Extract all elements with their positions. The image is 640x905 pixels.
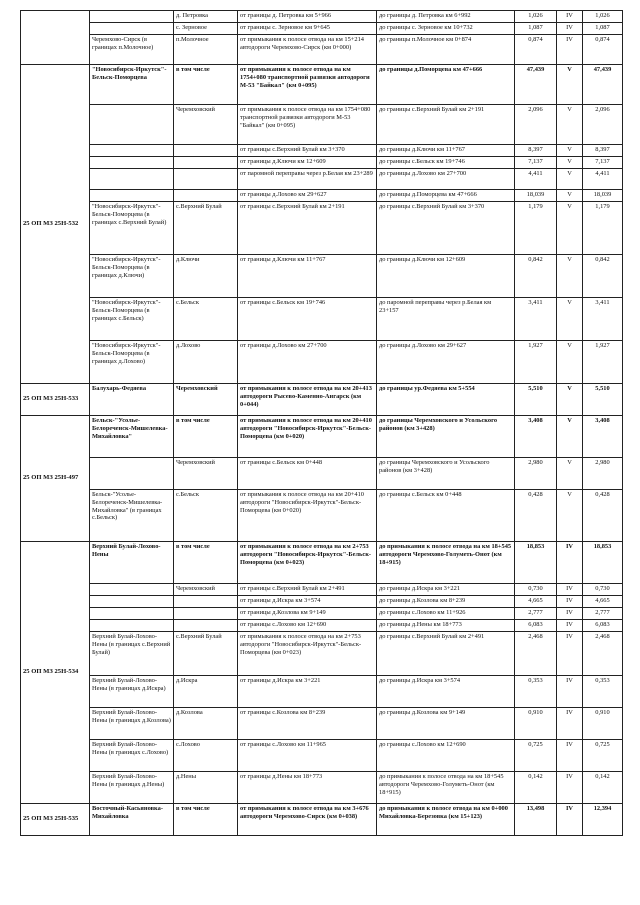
road-name-cell (90, 11, 174, 23)
total-length-cell: 7,137 (583, 157, 623, 169)
location-cell: в том числе (174, 65, 238, 105)
road-name-cell (90, 596, 174, 608)
segment-start-cell: от границы д.Лохово км 27+700 (238, 341, 377, 384)
road-name-cell (90, 458, 174, 490)
segment-start-cell: от границы с.Бельск км 0+448 (238, 458, 377, 490)
segment-start-cell: от границы с.Верхний Булай км 3+370 (238, 145, 377, 157)
segment-start-cell: от границы с.Бельск км 19+746 (238, 298, 377, 341)
category-cell: V (557, 255, 583, 298)
table-row (21, 169, 623, 190)
table-row (21, 202, 623, 255)
location-cell: с.Верхний Булай (174, 202, 238, 255)
table-row (21, 490, 623, 542)
location-cell: Черемховский (174, 458, 238, 490)
segment-end-cell: до примыкания к полосе отвода на км 0+000 Михайловка-Березовка (км 15+123) (377, 804, 515, 836)
table-body (21, 11, 623, 836)
road-id-cell: 25 ОП МЗ 25Н-533 (21, 384, 90, 416)
road-name-cell: Балухарь-Федяева (90, 384, 174, 416)
total-length-cell: 2,468 (583, 632, 623, 676)
segment-start-cell: от примыкания к полосе отвода на км 2+753 автодороги "Новосибирск-Иркутск"-Бельск-Поморцева (км 0+023) (238, 632, 377, 676)
total-length-cell: 4,411 (583, 169, 623, 190)
segment-start-cell: от границы с.Лохово км 11+965 (238, 740, 377, 772)
segment-start-cell: от границы д.Искра км 3+221 (238, 676, 377, 708)
length-cell: 0,730 (515, 584, 557, 596)
segment-end-cell: до границы д.Козлова км 8+239 (377, 596, 515, 608)
segment-end-cell: до границы д.Искра км 3+221 (377, 584, 515, 596)
category-cell: IV (557, 632, 583, 676)
segment-end-cell: до границы д. Петровка км 6+992 (377, 11, 515, 23)
category-cell: IV (557, 596, 583, 608)
total-length-cell: 0,730 (583, 584, 623, 596)
length-cell: 2,777 (515, 608, 557, 620)
total-length-cell: 47,439 (583, 65, 623, 105)
road-name-cell (90, 23, 174, 35)
total-length-cell: 6,083 (583, 620, 623, 632)
road-name-cell: "Новосибирск-Иркутск"-Бельск-Поморцева (в границах с.Бельск) (90, 298, 174, 341)
table-row (21, 157, 623, 169)
category-cell: IV (557, 620, 583, 632)
location-cell (174, 596, 238, 608)
location-cell: в том числе (174, 542, 238, 584)
road-name-cell (90, 169, 174, 190)
road-id-cell: 25 ОП МЗ 25Н-535 (21, 804, 90, 836)
table-row (21, 676, 623, 708)
category-cell: V (557, 384, 583, 416)
total-length-cell: 1,179 (583, 202, 623, 255)
total-length-cell: 8,397 (583, 145, 623, 157)
segment-end-cell: до границы д.Лохово км 27+700 (377, 169, 515, 190)
segment-end-cell: до границы с.Верхний Булай км 2+491 (377, 632, 515, 676)
segment-end-cell: до границы с.Бельск км 0+448 (377, 490, 515, 542)
category-cell: IV (557, 708, 583, 740)
category-cell: V (557, 105, 583, 145)
segment-start-cell: от границы д.Козлова км 9+149 (238, 608, 377, 620)
road-name-cell: "Новосибирск-Иркутск"-Бельск-Поморцева (90, 65, 174, 105)
category-cell: IV (557, 542, 583, 584)
length-cell: 13,498 (515, 804, 557, 836)
segment-start-cell: от примыкания к полосе отвода на км 20+410 автодороги "Новосибирск-Иркутск"-Бельск-Поморцева (км 0+020) (238, 490, 377, 542)
road-name-cell: Восточный-Касьяновка-Михайловка (90, 804, 174, 836)
category-cell: IV (557, 11, 583, 23)
segment-end-cell: до границы Черемховского и Усольского районов (км 3+428) (377, 416, 515, 458)
segment-end-cell: до границы д.Нены км 18+773 (377, 620, 515, 632)
segment-end-cell: до границы с.Бельск км 19+746 (377, 157, 515, 169)
total-length-cell: 1,087 (583, 23, 623, 35)
category-cell: V (557, 65, 583, 105)
category-cell: IV (557, 23, 583, 35)
table-row (21, 596, 623, 608)
road-name-cell: Верхний Булай-Лохово-Нены (90, 542, 174, 584)
segment-start-cell: от примыкания к полосе отвода на км 2+753 автодороги "Новосибирск-Иркутск"-Бельск-Поморцева (км 0+023) (238, 542, 377, 584)
location-cell: с.Бельск (174, 298, 238, 341)
total-length-cell: 2,777 (583, 608, 623, 620)
location-cell: д.Ключи (174, 255, 238, 298)
length-cell: 0,874 (515, 35, 557, 65)
segment-end-cell: до границы д.Ключи км 12+609 (377, 255, 515, 298)
length-cell: 18,039 (515, 190, 557, 202)
segment-end-cell: до границы с.Лохово км 12+690 (377, 740, 515, 772)
length-cell: 8,397 (515, 145, 557, 157)
document-page (20, 10, 622, 836)
table-row (21, 804, 623, 836)
total-length-cell: 18,039 (583, 190, 623, 202)
category-cell: V (557, 202, 583, 255)
segment-end-cell: до границы д.Ключи км 11+767 (377, 145, 515, 157)
road-name-cell: Верхний Булай-Лохово-Нены (в границах д.Козлова) (90, 708, 174, 740)
segment-start-cell: от границы д. Петровка км 5+966 (238, 11, 377, 23)
total-length-cell: 2,096 (583, 105, 623, 145)
segment-end-cell: до примыкания к полосе отвода на км 18+545 автодороги Черемхово-Голуметь-Онот (км 18+915) (377, 772, 515, 804)
segment-start-cell: от границы д.Ключи км 12+609 (238, 157, 377, 169)
total-length-cell: 3,408 (583, 416, 623, 458)
road-id-cell: 25 ОП МЗ 25Н-532 (21, 65, 90, 384)
segment-start-cell: от примыкания к полосе отвода на км 1754+080 транспортной развязки автодороги М-53 "Байкал" (км 0+095) (238, 65, 377, 105)
location-cell: д.Нены (174, 772, 238, 804)
length-cell: 18,853 (515, 542, 557, 584)
road-name-cell: Верхний Булай-Лохово-Нены (в границах д.Нены) (90, 772, 174, 804)
total-length-cell: 0,142 (583, 772, 623, 804)
location-cell: с. Зерновое (174, 23, 238, 35)
location-cell: с.Бельск (174, 490, 238, 542)
segment-end-cell: до границы д.Козлова км 9+149 (377, 708, 515, 740)
road-name-cell (90, 145, 174, 157)
category-cell: IV (557, 804, 583, 836)
location-cell (174, 620, 238, 632)
location-cell: д.Лохово (174, 341, 238, 384)
table-row (21, 190, 623, 202)
segment-end-cell: до границы с.Верхний Булай км 3+370 (377, 202, 515, 255)
segment-end-cell: до границы д.Поморцева км 47+666 (377, 190, 515, 202)
road-name-cell: "Новосибирск-Иркутск"-Бельск-Поморцева (в границах с.Верхний Булай) (90, 202, 174, 255)
length-cell: 0,353 (515, 676, 557, 708)
length-cell: 0,428 (515, 490, 557, 542)
table-row (21, 584, 623, 596)
category-cell: V (557, 157, 583, 169)
total-length-cell: 3,411 (583, 298, 623, 341)
category-cell: IV (557, 772, 583, 804)
road-name-cell: Верхний Булай-Лохово-Нены (в границах с.Верхний Булай) (90, 632, 174, 676)
segment-end-cell: до примыкания к полосе отвода на км 18+545 автодороги Черемхово-Голуметь-Онот (км 18+915) (377, 542, 515, 584)
category-cell: IV (557, 584, 583, 596)
category-cell: IV (557, 676, 583, 708)
location-cell: д.Козлова (174, 708, 238, 740)
road-name-cell (90, 620, 174, 632)
table-row (21, 458, 623, 490)
length-cell: 0,842 (515, 255, 557, 298)
segment-start-cell: от границы с.Козлова км 8+239 (238, 708, 377, 740)
segment-start-cell: от границы с. Зерновое км 9+645 (238, 23, 377, 35)
category-cell: V (557, 190, 583, 202)
total-length-cell: 1,026 (583, 11, 623, 23)
segment-end-cell: до границы д.Поморцева км 47+666 (377, 65, 515, 105)
category-cell: V (557, 458, 583, 490)
table-row (21, 105, 623, 145)
length-cell: 1,026 (515, 11, 557, 23)
length-cell: 7,137 (515, 157, 557, 169)
category-cell: V (557, 490, 583, 542)
total-length-cell: 12,394 (583, 804, 623, 836)
road-name-cell (90, 584, 174, 596)
table-row (21, 416, 623, 458)
segment-start-cell: от границы с.Верхний Булай км 2+191 (238, 202, 377, 255)
location-cell: Черемховский (174, 384, 238, 416)
location-cell: в том числе (174, 416, 238, 458)
segment-end-cell: до границы Черемховского и Усольского районов (км 3+428) (377, 458, 515, 490)
road-name-cell: "Новосибирск-Иркутск"-Бельск-Поморцева (в границах д.Ключи) (90, 255, 174, 298)
location-cell: Черемховский (174, 584, 238, 596)
length-cell: 3,408 (515, 416, 557, 458)
category-cell: V (557, 416, 583, 458)
segment-start-cell: от границы д.Нены км 18+773 (238, 772, 377, 804)
location-cell: с.Верхний Булай (174, 632, 238, 676)
category-cell: V (557, 145, 583, 157)
table-row (21, 145, 623, 157)
total-length-cell: 4,665 (583, 596, 623, 608)
segment-start-cell: от примыкания к полосе отвода на км 3+676 автодороги Черемхово-Сирск (км 0+038) (238, 804, 377, 836)
road-name-cell: Верхний Булай-Лохово-Нены (в границах с.Лохово) (90, 740, 174, 772)
table-row (21, 632, 623, 676)
segment-start-cell: от границы с.Верхний Булай км 2+491 (238, 584, 377, 596)
total-length-cell: 18,853 (583, 542, 623, 584)
length-cell: 0,910 (515, 708, 557, 740)
road-name-cell (90, 608, 174, 620)
total-length-cell: 0,874 (583, 35, 623, 65)
segment-end-cell: до границы с.Верхний Булай км 2+191 (377, 105, 515, 145)
length-cell: 2,980 (515, 458, 557, 490)
segment-end-cell: до границы с. Зерновое км 10+732 (377, 23, 515, 35)
length-cell: 0,725 (515, 740, 557, 772)
table-row (21, 708, 623, 740)
location-cell: д.Искра (174, 676, 238, 708)
length-cell: 1,087 (515, 23, 557, 35)
table-row (21, 255, 623, 298)
length-cell: 1,179 (515, 202, 557, 255)
category-cell: IV (557, 608, 583, 620)
segment-start-cell: от границы д.Лохово км 29+627 (238, 190, 377, 202)
segment-start-cell: от примыкания к полосе отвода на км 15+214 автодороги Черемхово-Сирск (км 0+000) (238, 35, 377, 65)
location-cell (174, 169, 238, 190)
total-length-cell: 0,842 (583, 255, 623, 298)
segment-end-cell: до паромной переправы через р.Белая км 23+157 (377, 298, 515, 341)
category-cell: IV (557, 35, 583, 65)
table-row (21, 542, 623, 584)
segment-end-cell: до границы д.Искра км 3+574 (377, 676, 515, 708)
road-name-cell (90, 157, 174, 169)
category-cell: IV (557, 740, 583, 772)
road-name-cell: "Новосибирск-Иркутск"-Бельск-Поморцева (в границах д.Лохово) (90, 341, 174, 384)
length-cell: 4,411 (515, 169, 557, 190)
length-cell: 3,411 (515, 298, 557, 341)
table-row (21, 35, 623, 65)
total-length-cell: 1,927 (583, 341, 623, 384)
table-row (21, 298, 623, 341)
location-cell (174, 190, 238, 202)
segment-start-cell: от примыкания к полосе отвода на км 20+410 автодороги "Новосибирск-Иркутск"-Бельск-Поморцева (км 0+020) (238, 416, 377, 458)
location-cell (174, 608, 238, 620)
road-name-cell: Бельск-"Усолье-Белореченск-Мишелевка-Михайловка" (в границах с.Бельск) (90, 490, 174, 542)
category-cell: V (557, 298, 583, 341)
table-row (21, 11, 623, 23)
table-row (21, 65, 623, 105)
segment-start-cell: от примыкания к полосе отвода на км 20+413 автодороги Рысево-Каменно-Ангарск (км 0+044) (238, 384, 377, 416)
location-cell: Черемховский (174, 105, 238, 145)
segment-start-cell: от границы д.Ключи км 11+767 (238, 255, 377, 298)
segment-end-cell: до границы с.Лохово км 11+926 (377, 608, 515, 620)
segment-start-cell: от примыкания к полосе отвода на км 1754+080 транспортной развязки автодороги М-53 "Байкал" (км 0+095) (238, 105, 377, 145)
table-row (21, 341, 623, 384)
total-length-cell: 0,353 (583, 676, 623, 708)
segment-start-cell: от границы с.Лохово км 12+690 (238, 620, 377, 632)
total-length-cell: 2,980 (583, 458, 623, 490)
length-cell: 0,142 (515, 772, 557, 804)
total-length-cell: 0,910 (583, 708, 623, 740)
length-cell: 2,468 (515, 632, 557, 676)
total-length-cell: 0,428 (583, 490, 623, 542)
road-register-table (20, 10, 623, 836)
location-cell: в том числе (174, 804, 238, 836)
location-cell (174, 157, 238, 169)
total-length-cell: 0,725 (583, 740, 623, 772)
length-cell: 6,083 (515, 620, 557, 632)
table-row (21, 772, 623, 804)
location-cell: с.Лохово (174, 740, 238, 772)
length-cell: 1,927 (515, 341, 557, 384)
table-row (21, 384, 623, 416)
road-id-cell (21, 11, 90, 65)
road-name-cell: Верхний Булай-Лохово-Нены (в границах д.Искра) (90, 676, 174, 708)
road-name-cell: Черемхово-Сирск (в границах п.Молочное) (90, 35, 174, 65)
table-row (21, 740, 623, 772)
segment-start-cell: от паромной переправы через р.Белая км 23+289 (238, 169, 377, 190)
category-cell: V (557, 169, 583, 190)
location-cell: п.Молочное (174, 35, 238, 65)
road-name-cell: Бельск-"Усолье-Белореченск-Мишелевка-Михайловка" (90, 416, 174, 458)
segment-end-cell: до границы ур.Федяева км 5+554 (377, 384, 515, 416)
table-row (21, 620, 623, 632)
length-cell: 4,665 (515, 596, 557, 608)
segment-end-cell: до границы д.Лохово км 29+627 (377, 341, 515, 384)
road-id-cell: 25 ОП МЗ 25Н-497 (21, 416, 90, 542)
location-cell: д. Петровка (174, 11, 238, 23)
length-cell: 5,510 (515, 384, 557, 416)
road-name-cell (90, 105, 174, 145)
segment-end-cell: до границы п.Молочное км 0+874 (377, 35, 515, 65)
table-row (21, 23, 623, 35)
segment-start-cell: от границы д.Искра км 3+574 (238, 596, 377, 608)
location-cell (174, 145, 238, 157)
road-name-cell (90, 190, 174, 202)
category-cell: V (557, 341, 583, 384)
table-row (21, 608, 623, 620)
length-cell: 47,439 (515, 65, 557, 105)
length-cell: 2,096 (515, 105, 557, 145)
road-id-cell: 25 ОП МЗ 25Н-534 (21, 542, 90, 804)
total-length-cell: 5,510 (583, 384, 623, 416)
